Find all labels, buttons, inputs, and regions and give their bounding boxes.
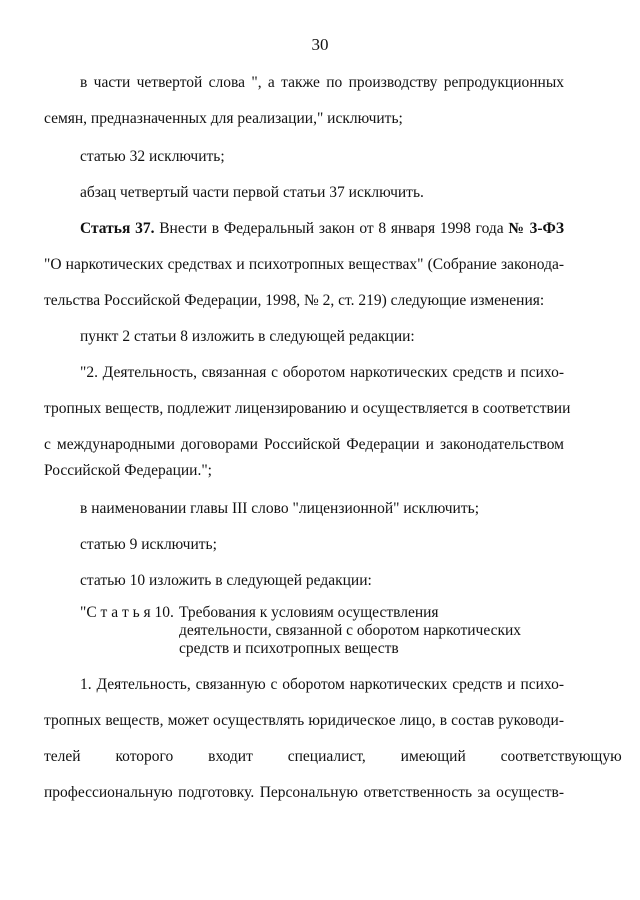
text-line: тропных веществ, подлежит лицензированию и осуществляется в соответствии xyxy=(44,400,571,417)
text-line: "О наркотических средствах и психотропных веществах" (Собрание законода- xyxy=(44,256,564,273)
article-37-heading-line xyxy=(80,220,564,238)
article-label: Статья 37. xyxy=(80,220,155,237)
text-line: тропных веществ, может осуществлять юридическое лицо, в состав руководи- xyxy=(44,712,564,729)
text-line: в наименовании главы III слово "лицензионной" исключить; xyxy=(80,500,480,517)
text-line: в части четвертой слова ", а также по производству репродукционных xyxy=(80,74,564,91)
article-10-title-line: Требования к условиям осуществления xyxy=(179,604,439,621)
text-line: семян, предназначенных для реализации," исключить; xyxy=(44,110,403,127)
law-number: № 3-ФЗ xyxy=(503,220,564,237)
text-line: профессиональную подготовку. Персональную ответственность за осуществ- xyxy=(44,784,564,801)
article-text: Внести в Федеральный закон от 8 января 1998 года xyxy=(154,220,504,237)
text-line: телей которого входит специалист, имеющий соответствующую xyxy=(44,748,622,765)
text-line: Российской Федерации."; xyxy=(44,462,212,479)
text-line: с международными договорами Российской Федерации и законодательством xyxy=(44,436,564,453)
text-line: пункт 2 статьи 8 изложить в следующей редакции: xyxy=(80,328,415,345)
text-line: "2. Деятельность, связанная с оборотом наркотических средств и психо- xyxy=(80,364,564,381)
text-line: статью 32 исключить; xyxy=(80,148,225,165)
text-line: абзац четвертый части первой статьи 37 исключить. xyxy=(80,184,424,201)
text-line: статью 9 исключить; xyxy=(80,536,217,553)
text-line: статью 10 изложить в следующей редакции: xyxy=(80,572,372,589)
page-number: 30 xyxy=(311,35,329,54)
article-10-label: "С т а т ь я 10. xyxy=(80,604,174,621)
text-line: 1. Деятельность, связанную с оборотом наркотических средств и психо- xyxy=(80,676,564,693)
text-line: тельства Российской Федерации, 1998, № 2, ст. 219) следующие изменения: xyxy=(44,292,545,309)
article-10-title-line: деятельности, связанной с оборотом наркотических xyxy=(179,622,522,639)
article-10-title-line: средств и психотропных веществ xyxy=(179,640,399,657)
